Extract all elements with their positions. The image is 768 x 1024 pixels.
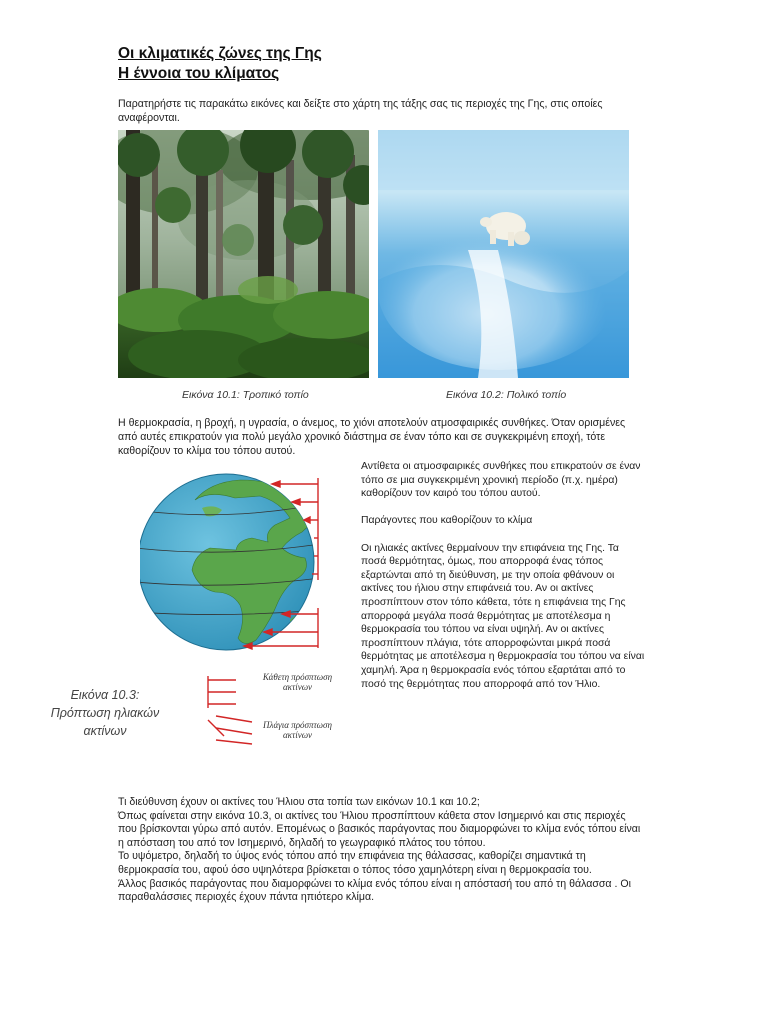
- paragraph-line: από αυτές επικρατούν για πολύ μεγάλο χρονικό διάστημα σε έναν τόπο και σε συγκεκριμένη εποχή, τότε: [118, 431, 606, 443]
- paragraph-line: που βρίσκονται γύρω από αυτόν. Επομένως ο βασικός παράγοντας που διαμορφώνει το κλίμα ενός τόπου είναι: [118, 823, 641, 836]
- sun-rays-explanation: Οι ηλιακές ακτίνες θερμαίνουν την επιφάνεια της Γης. Τα ποσά θερμότητας, όμως, που απορροφά ένας τόπος εξαρτώνται από τη διεύθυνση, με την οποία φθάνουν οι ακτίνες του ήλιου στην επιφάνειά του. Αν οι ακτίνες προσπίπτουν στον τόπο κάθετα, τότε η επιφάνεια της Γης απορροφά μεγάλα ποσά θερμότητας με αποτέλεσμα η θερμοκρασία του τόπου να είναι υψηλή. Αν οι ακτίνες προσπίπτουν πλάγια, τότε απορροφώνται μικρά ποσά θερμότητας με αποτέλεσμα η θερμοκρασία του τόπου να είναι χαμηλή. Άρα η θερμοκρασία ενός τόπου εξαρτάται από το ποσό της θερμότητας που απορροφά από τον Ήλιο.: [361, 542, 645, 690]
- paragraph-line: καθορίζουν το κλίμα του τόπου αυτού.: [118, 445, 296, 457]
- title-line-2: Η έννοια του κλίματος: [118, 65, 280, 82]
- question-line: Τι διεύθυνση έχουν οι ακτίνες του Ήλιου στα τοπία των εικόνων 10.1 και 10.2;: [118, 796, 480, 808]
- legend-vertical-label: Κάθετη πρόσπτωση ακτίνων: [262, 672, 333, 692]
- paragraph-line: η απόσταση του από τον Ισημερινό, δηλαδή το γεωγραφικό πλάτος του τόπου.: [118, 836, 486, 849]
- paragraph-line: Το υψόμετρο, δηλαδή το ύψος ενός τόπου από την επιφάνεια της θάλασσας, καθορίζει σημαντικά τη: [118, 850, 586, 863]
- intro-text: [118, 97, 648, 125]
- weather-definition: Αντίθετα οι ατμοσφαιρικές συνθήκες που επικρατούν σε έναν τόπο σε μια συγκεκριμένη χρονική περίοδο (π.χ. ημέρα) καθορίζουν τον καιρό του τόπου αυτού.: [361, 461, 641, 500]
- legend-oblique-label: Πλάγια πρόσπτωση ακτίνων: [263, 720, 332, 740]
- paragraph-line: θερμοκρασία του, αφού όσο υψηλότερα βρίσκεται ο τόπος τόσο χαμηλότερη είναι η θερμοκρασία του.: [118, 863, 592, 876]
- figure-10-3-diagram: [140, 470, 355, 745]
- polar-landscape-photo: [378, 130, 629, 378]
- paragraph-line: Άλλος βασικός παράγοντας που διαμορφώνει το κλίμα ενός τόπου είναι η απόστασή του από τη θάλασσα . Οι: [118, 877, 631, 890]
- page-title: [118, 44, 322, 84]
- title-line-1: Οι κλιματικές ζώνες της Γης: [118, 45, 322, 62]
- paragraph-line: Η θερμοκρασία, η βροχή, η υγρασία, ο άνεμος, το χιόνι αποτελούν ατμοσφαιρικές συνθήκες. Όταν ορισμένες: [118, 417, 626, 429]
- figure-10-3-caption: Εικόνα 10.3: Πρόπτωση ηλιακών ακτίνων: [50, 688, 160, 738]
- globe-icon: [140, 474, 320, 650]
- intro-line-2: αναφέρονται.: [118, 112, 180, 124]
- intro-line-1: Παρατηρήστε τις παρακάτω εικόνες και δείξτε στο χάρτη της τάξης σας τις περιοχές της Γης, στις οποίες: [118, 98, 603, 110]
- climate-definition-paragraph: [118, 416, 658, 458]
- figure-10-1-caption: Εικόνα 10.1: Τροπικό τοπίο: [182, 389, 309, 401]
- latitude-altitude-sea-paragraph: [118, 796, 663, 905]
- factors-heading: Παράγοντες που καθορίζουν το κλίμα: [361, 515, 533, 527]
- legend-vertical-arrows-icon: [208, 676, 236, 708]
- paragraph-line: παραθαλάσσιες περιοχές έχουν πάντα ηπιότερο κλίμα.: [118, 891, 375, 904]
- figure-10-2-caption: Εικόνα 10.2: Πολικό τοπίο: [446, 389, 567, 401]
- climate-factors-text: [361, 460, 659, 705]
- paragraph-line: Όπως φαίνεται στην εικόνα 10.3, οι ακτίνες του Ήλιου προσπίπτουν κάθετα στον Ισημερινό και στις περιοχές: [118, 809, 626, 822]
- tropical-forest-photo: [118, 130, 369, 378]
